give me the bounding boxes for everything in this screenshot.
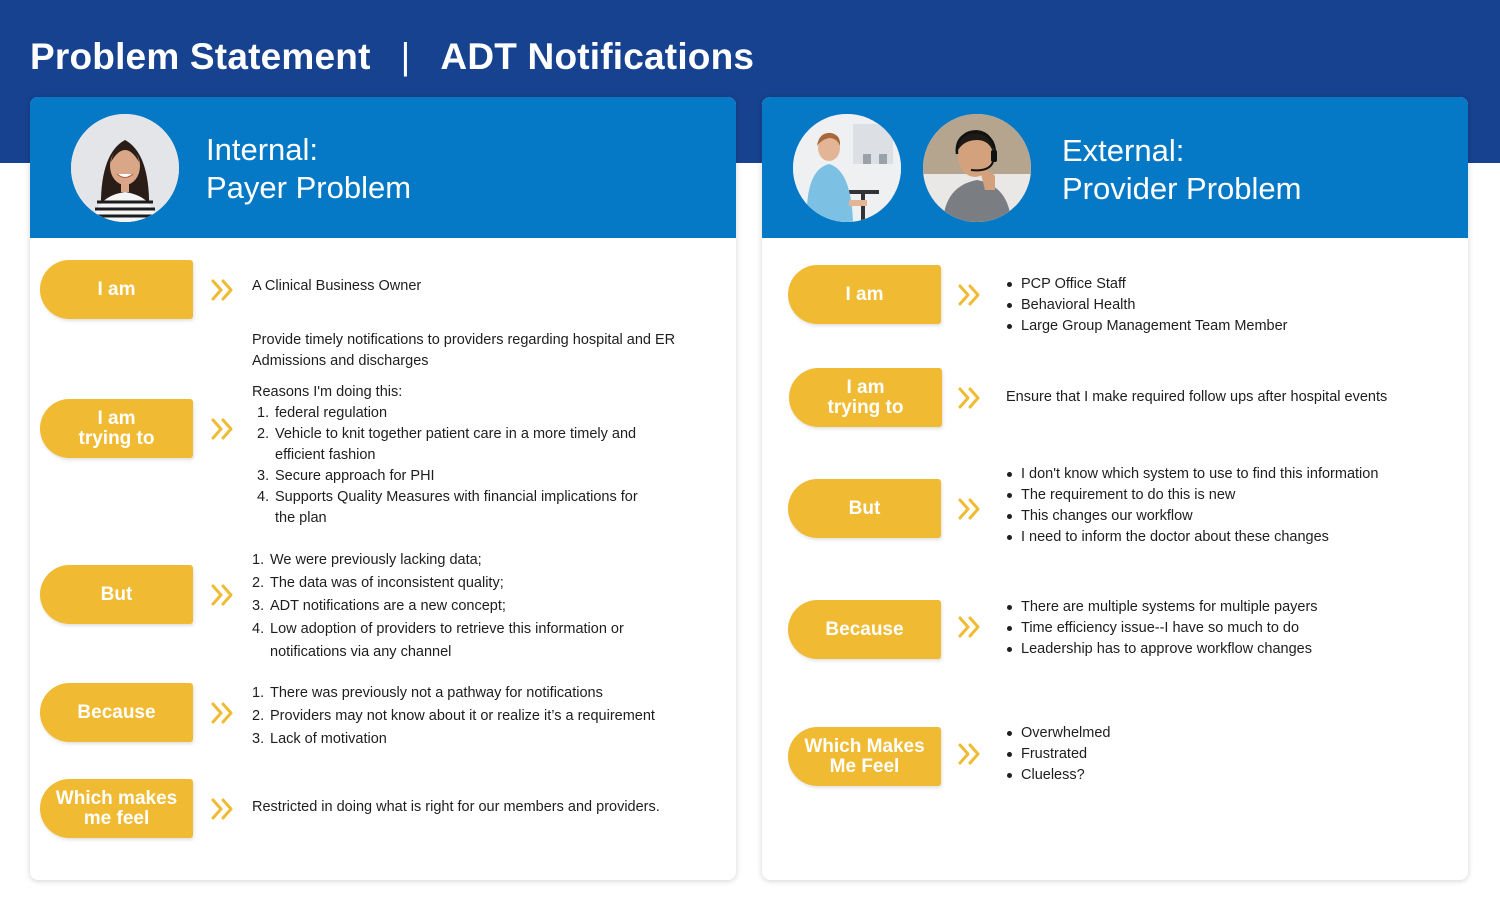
list-item: There are multiple systems for multiple payers [1006,597,1456,618]
list-item: PCP Office Staff [1006,274,1456,295]
pill-label: But [848,497,881,519]
pill-label: I am [845,283,884,305]
list-item: 4. Low adoption of providers to retrieve this information or notifications via any channel [252,621,624,660]
headset-man-avatar [923,114,1031,222]
row-text: Restricted in doing what is right for our members and providers. [252,799,660,815]
label-pill-i-am [40,260,193,319]
pill-label-line2: trying to [827,396,904,418]
list-item: 1. federal regulation [257,405,388,421]
label-pill-because [788,600,941,659]
row-text: Ensure that I make required follow ups after hospital events [1006,389,1388,405]
card-title [1062,132,1301,208]
list-item: 3. ADT notifications are a new concept; [252,598,506,614]
list-item: This changes our workflow [1006,506,1456,527]
card-title-line1: External: [1062,133,1185,168]
row-content [1006,274,1456,337]
list-item: Time efficiency issue--I have so much to do [1006,618,1456,639]
list-item: Large Group Management Team Member [1006,316,1456,337]
external-provider-card [762,97,1468,880]
because-list [1006,597,1456,660]
list-item: 3. Secure approach for PHI [257,468,435,484]
row-content [1006,387,1456,408]
list-item: 2. Providers may not know about it or realize it’s a requirement [252,708,655,724]
label-pill-but [40,565,193,624]
pill-label: I am [97,278,136,300]
row-content [1006,597,1456,660]
double-chevron-icon [210,584,236,606]
pill-label-line2: trying to [78,427,155,449]
label-pill-trying-to [789,368,942,427]
double-chevron-icon [210,279,236,301]
row-content [252,276,722,297]
row-content [252,797,722,818]
i-am-list [1006,274,1456,337]
card-header [30,97,736,238]
list-item: Frustrated [1006,744,1456,765]
double-chevron-icon [957,284,983,306]
pill-label-line1: I am [97,407,136,429]
list-item: Overwhelmed [1006,723,1456,744]
pill-label-line2: Me Feel [829,755,900,777]
page-title-main: Problem Statement [30,36,371,77]
pill-label: Because [825,618,904,640]
label-pill-trying-to [40,399,193,458]
double-chevron-icon [957,387,983,409]
pill-label: But [100,583,133,605]
pill-label-line1: Which Makes [804,735,925,757]
label-pill-because [40,683,193,742]
list-item: 2. The data was of inconsistent quality; [252,575,504,591]
list-item: Behavioral Health [1006,295,1456,316]
list-item: Leadership has to approve workflow changes [1006,639,1456,660]
list-item: The requirement to do this is new [1006,485,1456,506]
but-list [252,549,672,664]
feel-list [1006,723,1456,786]
intro-text: Provide timely notifications to providers regarding hospital and ER Admissions and discharges [252,332,676,369]
double-chevron-icon [210,418,236,440]
card-title-line2: Provider Problem [1062,171,1302,206]
list-item: I need to inform the doctor about these changes [1006,527,1456,548]
title-separator: | [400,36,411,77]
double-chevron-icon [957,616,983,638]
list-item: 4. Supports Quality Measures with financial implications for the plan [257,489,638,526]
pill-label: Because [77,701,156,723]
label-pill-i-am [788,265,941,324]
page-title [30,36,754,78]
list-item: 2. Vehicle to knit together patient care in a more timely and efficient fashion [257,426,637,463]
row-content [1006,723,1456,786]
page-title-subtitle: ADT Notifications [440,36,755,77]
but-list [1006,464,1456,548]
list-item: Clueless? [1006,765,1456,786]
row-content [252,549,722,664]
double-chevron-icon [210,798,236,820]
nurse-avatar [793,114,901,222]
list-item: 3. Lack of motivation [252,731,387,747]
reasons-list [257,403,677,529]
label-pill-feel [40,779,193,838]
because-list [252,682,712,751]
internal-payer-card [30,97,736,880]
list-item: 1. There was previously not a pathway for notifications [252,685,603,701]
woman-avatar [71,114,179,222]
pill-label-line1: Which makes [55,787,178,809]
reasons-heading: Reasons I'm doing this: [252,384,403,400]
row-content [1006,464,1456,548]
pill-label-line2: me feel [83,807,150,829]
pill-label-line1: I am [846,376,885,398]
row-content [252,682,722,751]
card-title-line1: Internal: [206,132,319,167]
card-header [762,97,1468,238]
double-chevron-icon [957,743,983,765]
row-text: A Clinical Business Owner [252,278,422,294]
card-title [206,131,411,207]
row-content [252,330,722,529]
double-chevron-icon [210,702,236,724]
label-pill-feel [788,727,941,786]
card-title-line2: Payer Problem [206,170,412,205]
list-item: I don't know which system to use to find this information [1006,464,1456,485]
label-pill-but [788,479,941,538]
list-item: 1. We were previously lacking data; [252,552,482,568]
double-chevron-icon [957,498,983,520]
